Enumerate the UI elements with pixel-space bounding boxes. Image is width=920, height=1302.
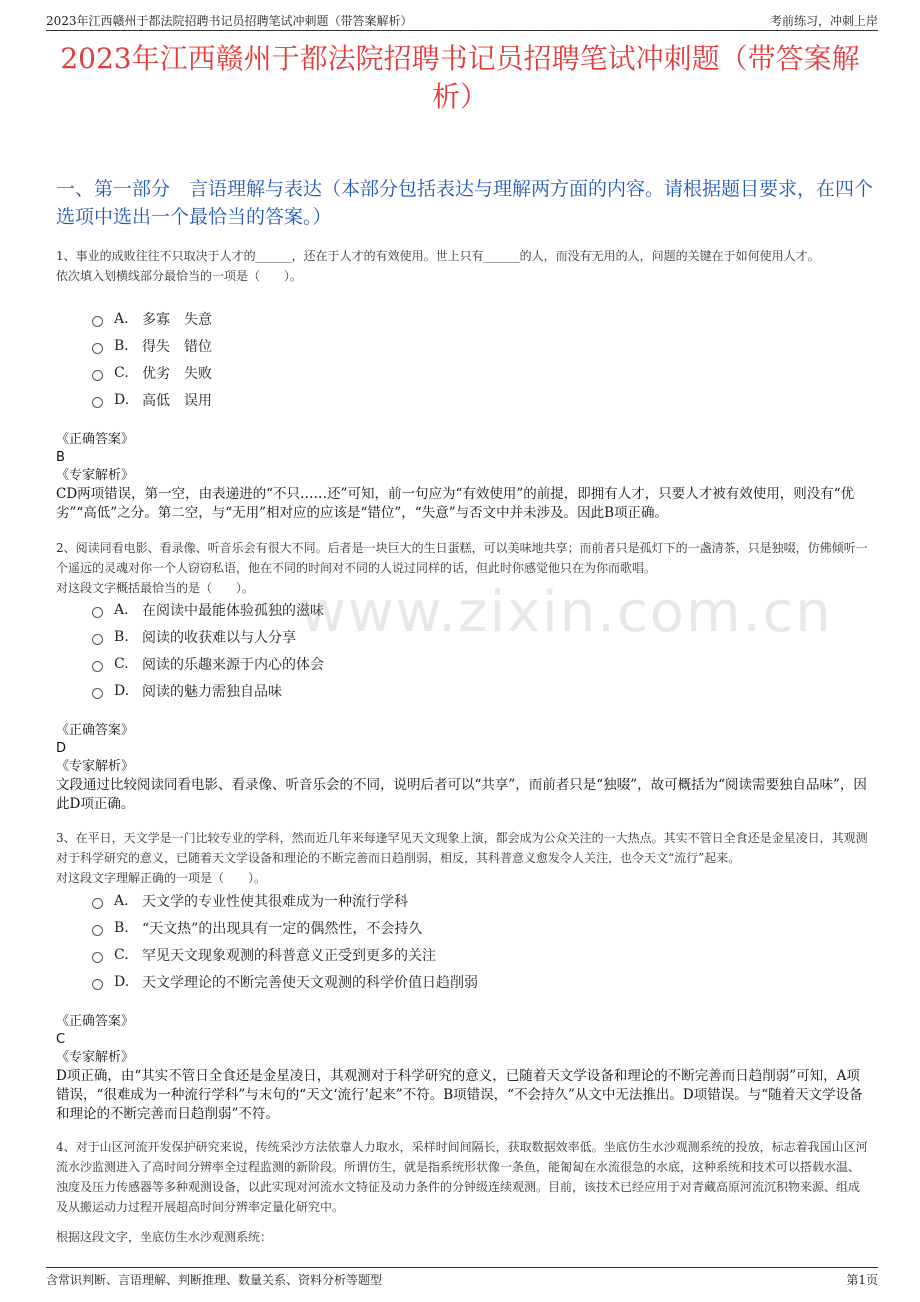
question-3-stem [56, 828, 870, 888]
option-letter: B. [114, 919, 129, 936]
watermark: www.zixin.com.cn [300, 580, 833, 645]
radio-icon[interactable] [92, 316, 103, 327]
analysis-label: 《专家解析》 [56, 759, 135, 774]
option-b[interactable] [92, 623, 324, 650]
question-text: 3、在平日，天文学是一门比较专业的学科，然而近几年来每逢罕见天文现象上演，都会成为公众关注的一大热点。其实不管日全食还是金星凌日，其观测对于科学研究的意义，已随着天文学设备和理论的不断完善而日趋削弱，相反，其科普意义愈发令人关注，也令天文“流行”起来。 [56, 831, 868, 865]
option-letter: A. [114, 310, 129, 327]
answer-value: B [56, 450, 65, 465]
question-text: 1、事业的成败往往不只取决于人才的______，还在于人才的有效使用。世上只有______的人，而没有无用的人，问题的关键在于如何使用人才。 [56, 249, 820, 263]
radio-icon[interactable] [92, 688, 103, 699]
option-letter: D. [114, 391, 130, 408]
option-letter: C. [114, 655, 129, 672]
option-text: 阅读的魅力需独自品味 [142, 683, 282, 700]
radio-icon[interactable] [92, 397, 103, 408]
answer-label: 《正确答案》 [56, 723, 135, 738]
option-letter: D. [114, 973, 130, 990]
option-text: 在阅读中最能体验孤独的滋味 [142, 602, 324, 619]
option-c[interactable] [92, 650, 324, 677]
radio-icon[interactable] [92, 370, 103, 381]
option-text: “天文热”的出现具有一定的偶然性，不会持久 [142, 920, 423, 937]
option-text: 天文学理论的不断完善使天文观测的科学价值日趋削弱 [142, 974, 478, 991]
option-text: 得失 错位 [142, 338, 212, 355]
footer-note: 含常识判断、言语理解、判断推理、数量关系、资料分析等题型 [46, 1273, 383, 1287]
option-letter: B. [114, 628, 129, 645]
radio-icon[interactable] [92, 634, 103, 645]
question-3-options [92, 887, 478, 995]
radio-icon[interactable] [92, 979, 103, 990]
question-2-answer [56, 722, 870, 814]
question-2-options [92, 596, 324, 704]
option-b[interactable] [92, 332, 212, 359]
option-letter: A. [114, 601, 129, 618]
radio-icon[interactable] [92, 952, 103, 963]
radio-icon[interactable] [92, 661, 103, 672]
question-prompt: 对这段文字概括最恰当的是（ ）。 [56, 581, 255, 595]
answer-value: C [56, 1032, 66, 1047]
question-prompt: 依次填入划横线部分最恰当的一项是（ ）。 [56, 269, 303, 283]
option-letter: C. [114, 364, 129, 381]
option-letter: C. [114, 946, 129, 963]
analysis-text: D项正确，由“其实不管日全食还是金星凌日，其观测对于科学研究的意义，已随着天文学设备和理论的不断完善而日趋削弱”可知，A项错误，“很难成为一种流行学科”与末句的“天文‘流行’起来”不符。B项错误，“不会持久”从文中无法推出。D项错误。与“随着天文学设备和理论的不断完善而日趋削弱”不符。 [56, 1068, 863, 1122]
option-letter: D. [114, 682, 130, 699]
question-1-options [92, 305, 212, 413]
page-header [46, 10, 878, 31]
option-text: 天文学的专业性使其很难成为一种流行学科 [142, 893, 408, 910]
option-text: 阅读的收获难以与人分享 [142, 629, 296, 646]
analysis-label: 《专家解析》 [56, 1050, 135, 1065]
answer-label: 《正确答案》 [56, 432, 135, 447]
page-footer [46, 1267, 878, 1288]
answer-value: D [56, 741, 67, 756]
radio-icon[interactable] [92, 898, 103, 909]
option-text: 优劣 失败 [142, 365, 212, 382]
option-letter: A. [114, 892, 129, 909]
option-d[interactable] [92, 386, 212, 413]
option-a[interactable] [92, 305, 212, 332]
option-a[interactable] [92, 887, 478, 914]
analysis-label: 《专家解析》 [56, 468, 135, 483]
question-4-stem [56, 1137, 870, 1247]
option-text: 高低 误用 [142, 392, 212, 409]
option-a[interactable] [92, 596, 324, 623]
analysis-text: 文段通过比较阅读同看电影、看录像、听音乐会的不同，说明后者可以“共享”，而前者只是“独啜”，故可概括为“阅读需要独自品味”，因此D项正确。 [56, 777, 867, 812]
page-title: 2023年江西赣州于都法院招聘书记员招聘笔试冲刺题（带答案解析） [60, 42, 860, 113]
option-c[interactable] [92, 941, 478, 968]
option-d[interactable] [92, 968, 478, 995]
option-letter: B. [114, 337, 129, 354]
radio-icon[interactable] [92, 925, 103, 936]
question-text: 2、阅读同看电影、看录像、听音乐会有很大不同。后者是一块巨大的生日蛋糕，可以美味地共享；而前者只是孤灯下的一盏清茶，只是独啜，仿佛倾听一个遥远的灵魂对你一个人窃窃私语，他在不同的时间对不同的人说过同样的话，但此时你感觉他只在为你而歌唱。 [56, 541, 868, 575]
question-text: 4、对于山区河流开发保护研究来说，传统采沙方法依靠人力取水，采样时间间隔长，获取数据效率低。坐底仿生水沙观测系统的投放，标志着我国山区河流水沙监测进入了高时间分辨率全过程监测的新阶段。所谓仿生，就是指系统形状像一条鱼，能匍匐在水流很急的水底，这种系统和技术可以搭载水温、浊度及压力传感器等多种观测设备，以此实现对河流水文特征及动力条件的分钟级连续观测。目前，该技术已经应用于对青藏高原河流沉积物来源、组成及从搬运动力过程开展超高时间分辨率定量化研究中。 [56, 1140, 868, 1214]
radio-icon[interactable] [92, 607, 103, 618]
header-title: 2023年江西赣州于都法院招聘书记员招聘笔试冲刺题（带答案解析） [46, 14, 413, 28]
option-text: 多寡 失意 [142, 311, 212, 328]
question-prompt: 根据这段文字，坐底仿生水沙观测系统： [56, 1230, 273, 1244]
analysis-text: CD两项错误，第一空，由表递进的“不只……还”可知，前一句应为“有效使用”的前提，即拥有人才，只要人才被有效使用，则没有“优劣”“高低”之分。第二空，与“无用”相对应的应该是“错位”，“失意”与否文中并未涉及。因此B项正确。 [56, 486, 855, 521]
page-number: 第1页 [846, 1273, 878, 1287]
option-d[interactable] [92, 677, 324, 704]
header-slogan: 考前练习，冲刺上岸 [769, 14, 878, 28]
question-1-stem [56, 246, 870, 286]
question-3-answer [56, 1013, 870, 1124]
question-1-answer [56, 431, 870, 523]
radio-icon[interactable] [92, 343, 103, 354]
question-prompt: 对这段文字理解正确的一项是（ ）。 [56, 871, 267, 885]
option-b[interactable] [92, 914, 478, 941]
section-heading: 一、第一部分 言语理解与表达（本部分包括表达与理解两方面的内容。请根据题目要求，在四个选项中选出一个最恰当的答案。） [56, 178, 874, 228]
option-text: 阅读的乐趣来源于内心的体会 [142, 656, 324, 673]
answer-label: 《正确答案》 [56, 1014, 135, 1029]
option-text: 罕见天文现象观测的科普意义正受到更多的关注 [142, 947, 436, 964]
option-c[interactable] [92, 359, 212, 386]
